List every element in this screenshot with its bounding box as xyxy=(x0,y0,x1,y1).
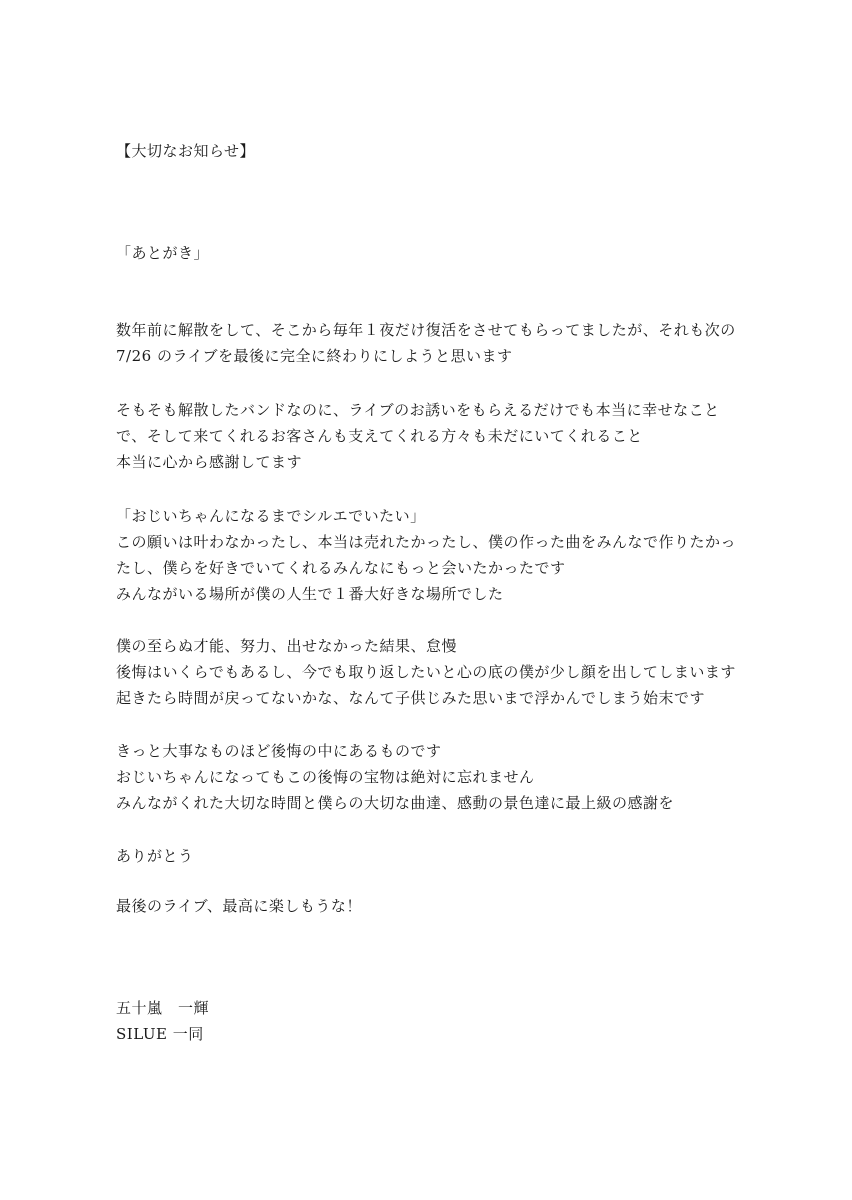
signature-name: 五十嵐 一輝 xyxy=(116,999,210,1017)
paragraph-1-line-1: 数年前に解散をして、そこから毎年１夜だけ復活をさせてもらってましたが、それも次の xyxy=(116,321,736,339)
heading: 【大切なお知らせ】 xyxy=(116,142,256,160)
paragraph-5-line-1: きっと大事なものほど後悔の中にあるものです xyxy=(116,742,442,760)
paragraph-4-line-3: 起きたら時間が戻ってないかな、なんて子供じみた思いまで浮かんでしまう始末です xyxy=(116,689,706,707)
paragraph-4-line-1: 僕の至らぬ才能、努力、出せなかった結果、怠慢 xyxy=(116,637,458,655)
paragraph-3-line-1: 「おじいちゃんになるまでシルエでいたい」 xyxy=(116,507,426,525)
subtitle: 「あとがき」 xyxy=(116,244,210,262)
paragraph-6-line-1: ありがとう xyxy=(116,847,194,865)
paragraph-4-line-2: 後悔はいくらでもあるし、今でも取り返したいと心の底の僕が少し顔を出してしまいます xyxy=(116,663,736,681)
paragraph-3-line-4: みんながいる場所が僕の人生で１番大好きな場所でした xyxy=(116,585,504,603)
paragraph-2-line-3: 本当に心から感謝してます xyxy=(116,453,303,471)
paragraph-1-line-2: 7/26 のライブを最後に完全に終わりにしようと思います xyxy=(116,347,513,365)
paragraph-2-line-1: そもそも解散したバンドなのに、ライブのお誘いをもらえるだけでも本当に幸せなこと xyxy=(116,401,720,419)
paragraph-7-line-1: 最後のライブ、最高に楽しもうな！ xyxy=(116,897,362,915)
paragraph-5-line-3: みんながくれた大切な時間と僕らの大切な曲達、感動の景色達に最上級の感謝を xyxy=(116,794,675,812)
paragraph-5-line-2: おじいちゃんになってもこの後悔の宝物は絶対に忘れません xyxy=(116,768,535,786)
paragraph-3-line-3: たし、僕らを好きでいてくれるみんなにもっと会いたかったです xyxy=(116,559,566,577)
signature-band: SILUE 一同 xyxy=(116,1025,204,1043)
paragraph-2-line-2: で、そして来てくれるお客さんも支えてくれる方々も未だにいてくれること xyxy=(116,427,643,445)
paragraph-3-line-2: この願いは叶わなかったし、本当は売れたかったし、僕の作った曲をみんなで作りたかっ xyxy=(116,533,737,551)
